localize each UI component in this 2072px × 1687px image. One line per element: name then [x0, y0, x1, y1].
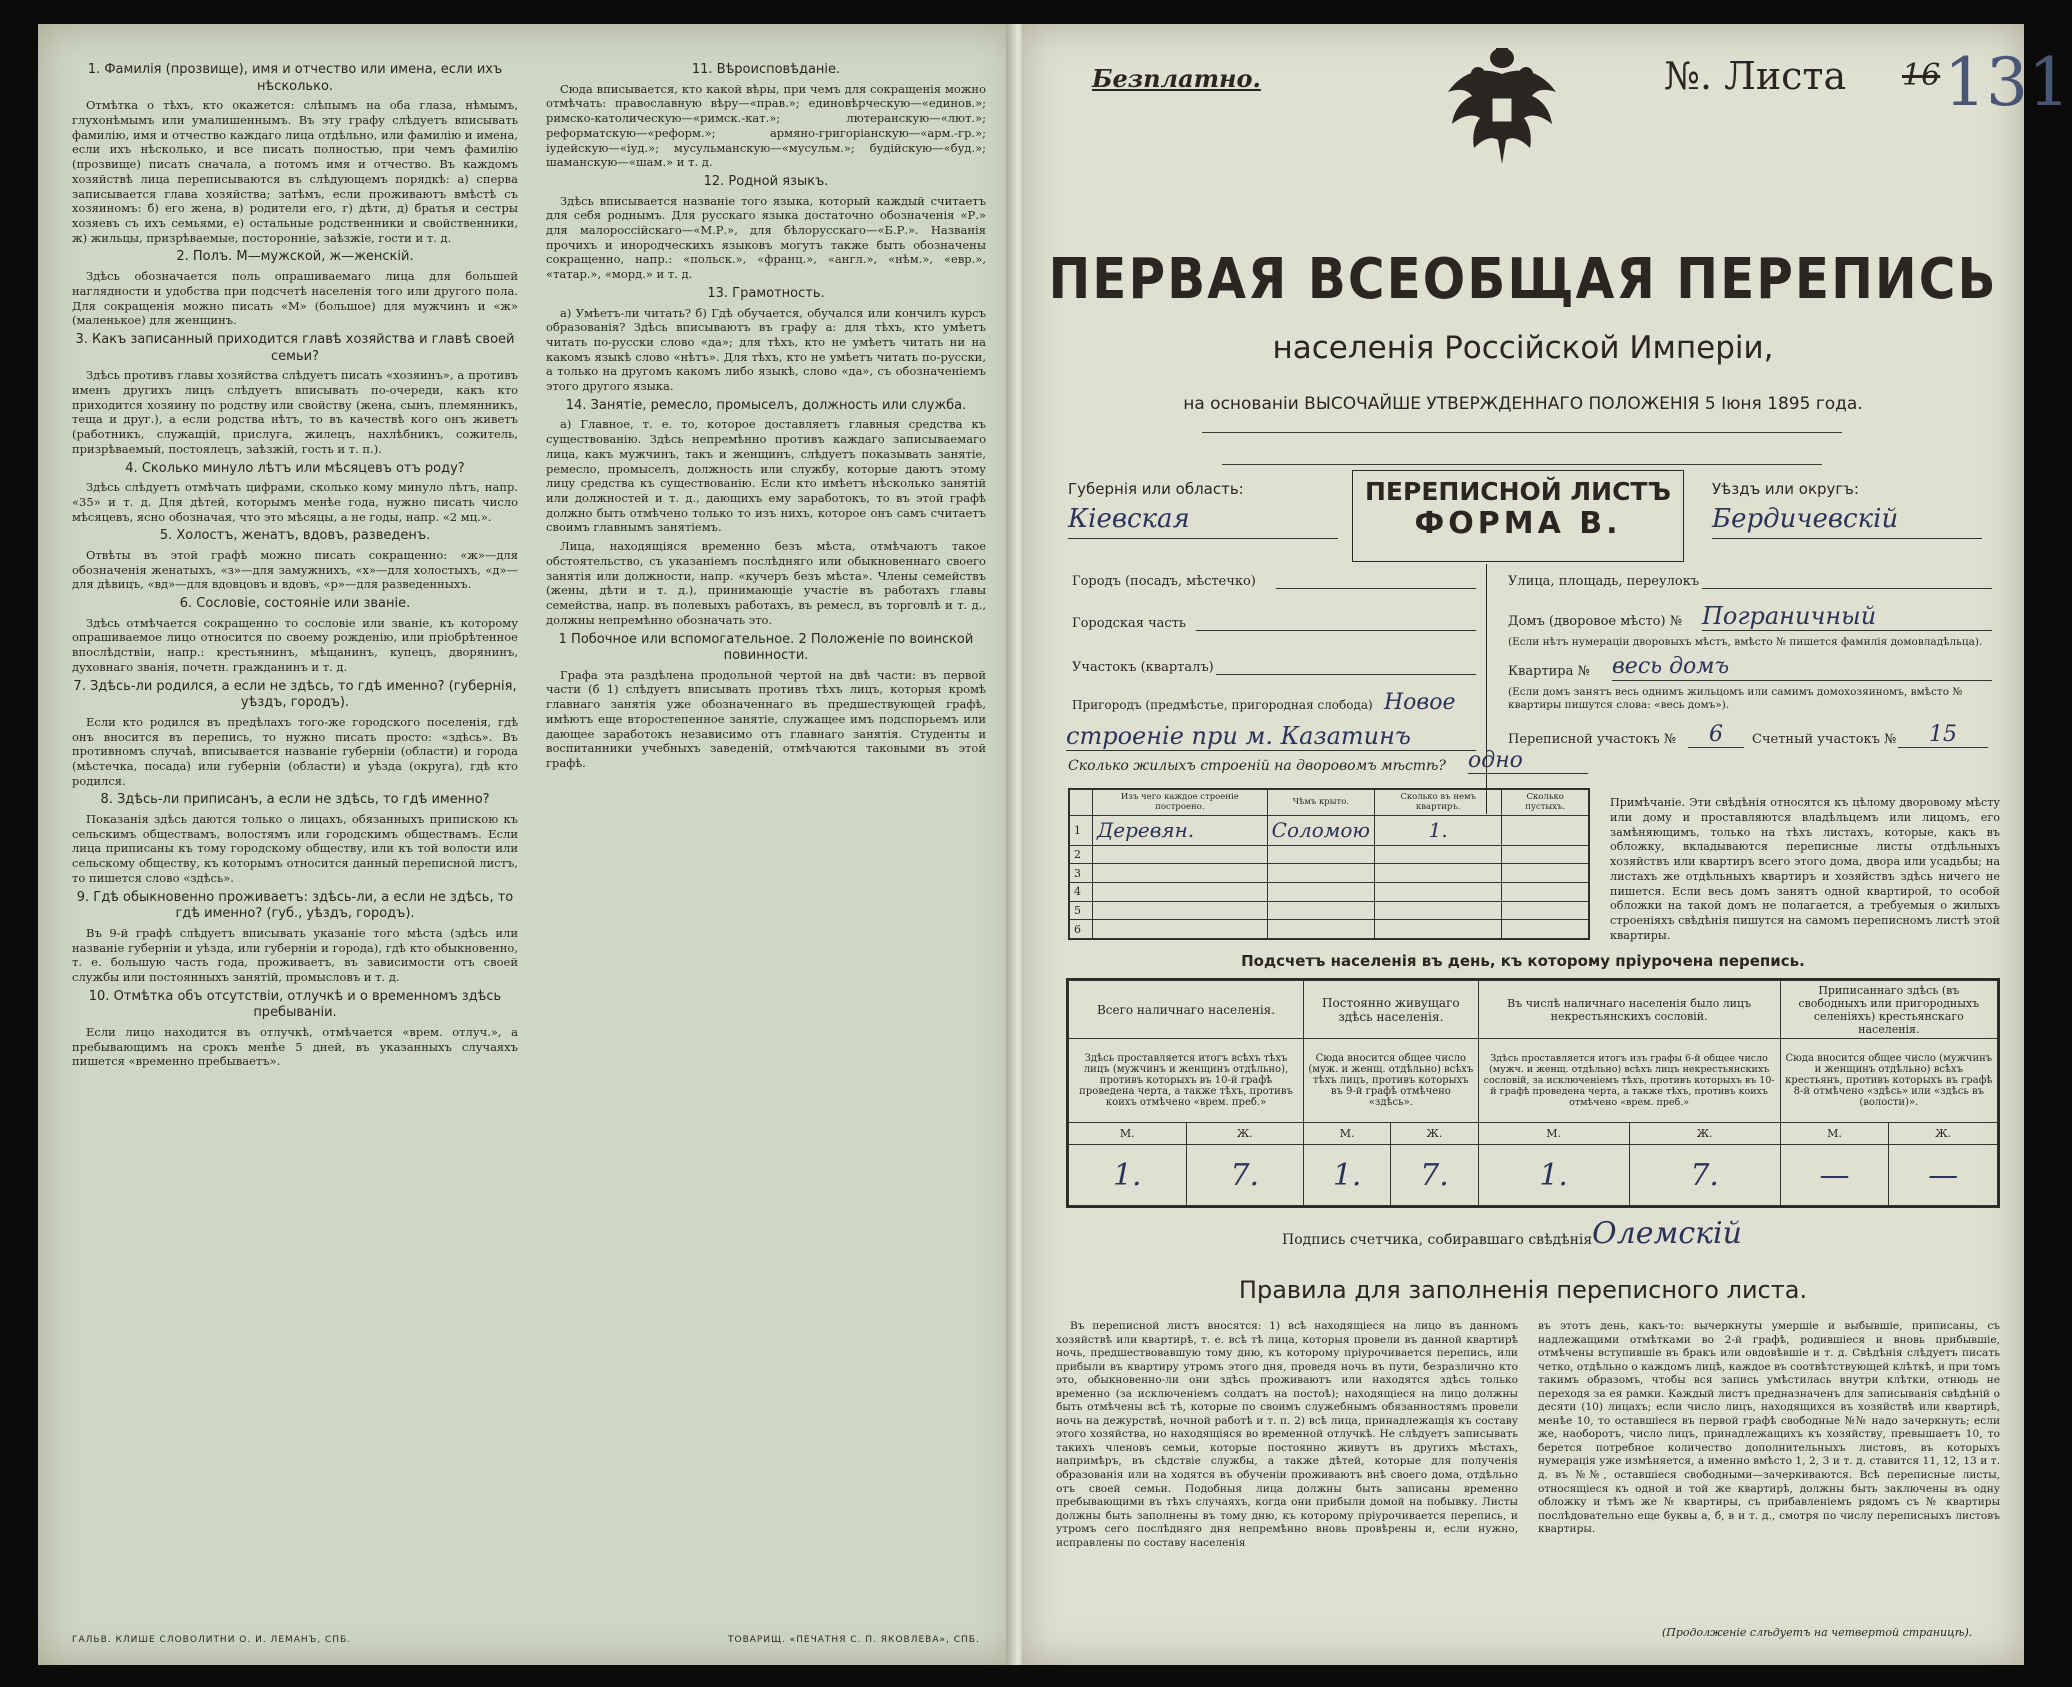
guberniya-label: Губернія или область: — [1068, 480, 1244, 498]
instruction-text: Отвѣты въ этой графѣ можно писать сокращенно: «ж»—для обозначенія женатыхъ, «з»—для замужнихъ, «х»—для холостыхъ, «д»—для дѣвицъ, «вд»—для вдовцовъ и вдовъ, «р»—для разведенныхъ. — [72, 547, 518, 592]
row-number: 3 — [1070, 864, 1093, 883]
table-row — [1070, 901, 1589, 920]
table-cell[interactable] — [1093, 883, 1268, 902]
suburb-field[interactable]: строеніе при м. Казатинъ — [1066, 722, 1476, 751]
summary-value[interactable]: 1. — [1478, 1145, 1629, 1206]
instruction-heading: 3. Какъ записанный приходится главѣ хозяйства и главѣ своей семьи? — [75, 331, 515, 364]
house-label: Домъ (дворовое мѣсто) № — [1508, 614, 1683, 629]
table-cell[interactable] — [1093, 864, 1268, 883]
sex-header: М. — [1304, 1123, 1391, 1145]
city-field[interactable] — [1276, 588, 1476, 589]
table-cell[interactable] — [1375, 920, 1502, 939]
right-page-census-form — [1022, 24, 2070, 1665]
title-rule-2 — [1222, 464, 1822, 465]
precinct-label: Переписной участокъ № — [1508, 732, 1677, 747]
rules-continued: (Продолженіе слѣдуетъ на четвертой страницѣ). — [1662, 1626, 1973, 1639]
district-field[interactable] — [1216, 674, 1476, 675]
buildings-note: Примѣчаніе. Эти свѣдѣнія относятся къ цѣлому дворовому мѣсту или дому и проставляются владѣльцемъ или лицомъ, его замѣняющимъ, только на тѣхъ листахъ, которые, какъ въ обложку, вкладываются переписные листы отдѣльныхъ хозяйствъ или квартиръ всего этого дома, двора или усадьбы; на листахъ же отдѣльныхъ квартиръ и хозяйствъ здѣсь ничего не пишется. Если весь домъ занятъ одной квартирой, то особой обложки на такой домъ не полагается, а требуемыя о жилыхъ строеніяхъ свѣдѣнія пишутся на самомъ переписномъ листѣ этой квартиры. — [1610, 796, 2000, 943]
street-label: Улица, площадь, переулокъ — [1508, 574, 1700, 589]
summary-header-permanent: Постоянно живущаго здѣсь населенія. — [1304, 981, 1479, 1039]
buildings-table-wrap — [1068, 788, 1590, 940]
address-block-left — [1066, 564, 1487, 814]
table-cell[interactable] — [1502, 864, 1589, 883]
row-number: 2 — [1070, 845, 1093, 864]
buildings-header-empty: Сколько пустыхъ. — [1502, 790, 1589, 816]
summary-note-non-peasant: Здѣсь проставляется итогъ изъ графы 6-й общее число (мужч. и женщ. отдѣльно) всѣхъ лицъ некрестьянскихъ сословій, за исключеніемъ тѣхъ, противъ которыхъ въ 10-й графѣ проведена черта, а также тѣхъ, противъ коихъ отмѣчено «врем. преб.» — [1478, 1039, 1780, 1123]
uezd-field[interactable]: Бердичевскій — [1712, 504, 1982, 539]
buildings-table — [1069, 789, 1589, 939]
table-row — [1070, 845, 1589, 864]
imprint-left: ГАЛЬВ. КЛИШЕ СЛОВОЛИТНИ О. И. ЛЕМАНЪ, СПБ. — [72, 1635, 352, 1645]
table-cell[interactable] — [1267, 845, 1374, 864]
buildings-header-apartments: Сколько въ немъ квартиръ. — [1375, 790, 1502, 816]
summary-note-registered: Сюда вносится общее число (мужчинъ и женщинъ отдѣльно) всѣхъ крестьянъ, противъ которыхъ въ графѣ 8-й отмѣчено «здѣсь» или «здѣсь въ (волости)». — [1780, 1039, 1997, 1123]
buildings-header-roof: Чѣмъ крыто. — [1267, 790, 1374, 816]
table-cell[interactable] — [1267, 864, 1374, 883]
instruction-text: Показанія здѣсь даются только о лицахъ, обязанныхъ припискою къ сельскимъ обществамъ, волостямъ или городскимъ обществамъ. Если лица приписаны къ тому городскому обществу, или къ той волости или сельскому обществу, къ которымъ относится данный переписной листъ, то пишется слово «здѣсь». — [72, 812, 518, 885]
archive-pencil-number: 131 — [1944, 44, 2070, 121]
instruction-heading: 14. Занятіе, ремесло, промыселъ, должность или служба. — [565, 397, 967, 413]
summary-value[interactable]: — — [1889, 1145, 1998, 1206]
summary-header-present: Всего наличнаго населенія. — [1069, 981, 1304, 1039]
double-headed-eagle-emblem — [1442, 44, 1562, 174]
row-number-header — [1070, 790, 1093, 816]
guberniya-field[interactable]: Кіевская — [1068, 504, 1338, 539]
title-rule — [1202, 432, 1842, 433]
summary-note-present: Здѣсь проставляется итогъ всѣхъ тѣхъ лицъ (мужчинъ и женщинъ отдѣльно), противъ которыхъ въ 10-й графѣ проведена черта, а также тѣхъ, противъ коихъ отмѣчено «врем. преб.» — [1069, 1039, 1304, 1123]
instruction-heading: 1. Фамилія (прозвище), имя и отчество или имена, если ихъ нѣсколько. — [87, 62, 503, 94]
table-cell[interactable] — [1267, 920, 1374, 939]
signature-value: Олемскій — [1592, 1216, 1742, 1251]
table-cell[interactable]: 1. — [1375, 815, 1502, 845]
buildings-field[interactable]: одно — [1468, 748, 1588, 774]
rules-title: Правила для заполненія переписного листа. — [1238, 1276, 1808, 1304]
form-letter: ФОРМА В. — [1414, 506, 1622, 541]
house-note: (Если нѣтъ нумераціи дворовыхъ мѣстъ, вмѣсто № пишется фамилія домовладѣльца). — [1508, 636, 1983, 648]
table-cell[interactable] — [1502, 901, 1589, 920]
summary-table — [1068, 980, 1998, 1206]
instruction-text: Здѣсь отмѣчается сокращенно то сословіе или званіе, къ которому опрашиваемое лицо относится по своему рожденію, или пріобрѣтенное впослѣдствіи, напр.: крестьянинъ, мѣщанинъ, купецъ, дворянинъ, духовнаго званія, почетн. гражданинъ и т. д. — [72, 615, 518, 674]
imprint-right: ТОВАРИЩ. «ПЕЧАТНЯ С. П. ЯКОВЛЕВА», СПБ. — [728, 1635, 980, 1645]
instruction-heading: 10. Отмѣтка объ отсутствіи, отлучкѣ и о временномъ здѣсь пребываніи. — [88, 988, 502, 1021]
instruction-text: Графа эта раздѣлена продольной чертой на двѣ части: въ первой части (б 1) слѣдуетъ вписывать противъ тѣхъ лицъ, которыя кромѣ главнаго занятія уже обозначеннаго въ предшествующей графѣ, имѣютъ еще второстепенное занятіе, служащее имъ подспорьемъ или дающее заработокъ независимо отъ главнаго занятія. Студенты и воспитанники учебныхъ заведеній, отмѣчаются таковыми въ этой графѣ. — [546, 667, 986, 771]
house-field[interactable]: Пограничный — [1702, 602, 1992, 631]
instruction-heading: 8. Здѣсь-ли приписанъ, а если не здѣсь, то гдѣ именно? — [100, 792, 490, 808]
sex-header: Ж. — [1186, 1123, 1304, 1145]
city-label: Городъ (посадъ, мѣстечко) — [1072, 574, 1256, 589]
sex-header: М. — [1780, 1123, 1889, 1145]
street-field[interactable] — [1702, 588, 1992, 589]
rules-column-right: въ этотъ день, какъ-то: вычеркнуты умершіе и выбывшіе, приписаны, съ надлежащими отмѣтками во 2-й графѣ, родившіеся и вновь прибывшіе, отмѣчены вступившіе въ бракъ или овдовѣвшіе и т. д. Свѣдѣнія слѣдуетъ писать четко, отдѣльно о каждомъ лицѣ, каждое въ соотвѣтствующей клѣткѣ, и при томъ такимъ образомъ, чтобы вся запись умѣстилась внутри клѣтки, отнюдь не переходя за ея рамки. Каждый листъ предназначенъ для записыванія свѣдѣній о десяти (10) лицахъ; если число лицъ, находящихся въ хозяйствѣ или квартирѣ, менѣе 10, то оставшіеся въ первой графѣ свободные №№ надо зачеркнуть; если же, наоборотъ, число лицъ, принадлежащихъ къ хозяйству, превышаетъ 10, то берется потребное количество дополнительныхъ листовъ, въ которыхъ нумерація уже измѣняется, а именно вмѣсто 1, 2, 3 и т. д. ставится 11, 12, 13 и т. д. въ №№, оставшіеся свободными—зачеркиваются. Всѣ переписные листы, относящіеся къ одной и той же квартирѣ, должны быть заключены въ одну обложку и тѣмъ же № квартиры, съ прибавленіемъ рядомъ съ № квартиры послѣдовательно еще буквы а, б, в и т. д., смотря по числу переписныхъ листовъ квартиры. — [1538, 1320, 2000, 1536]
summary-note-permanent: Сюда вносится общее число (муж. и женщ. отдѣльно) всѣхъ тѣхъ лицъ, противъ которыхъ въ 9-й графѣ отмѣчено «здѣсь». — [1304, 1039, 1479, 1123]
sex-header: М. — [1069, 1123, 1187, 1145]
table-cell[interactable] — [1375, 864, 1502, 883]
table-cell[interactable] — [1267, 883, 1374, 902]
table-cell[interactable] — [1502, 883, 1589, 902]
sheet-number-label: №. Листа — [1664, 54, 1847, 98]
form-title: ПЕРЕПИСНОЙ ЛИСТЪ — [1365, 477, 1671, 506]
summary-table-wrap — [1066, 978, 2000, 1208]
summary-value[interactable]: 7. — [1629, 1145, 1780, 1206]
rules-column-left: Въ переписной листъ вносятся: 1) всѣ находящіеся на лицо въ данномъ хозяйствѣ или квартирѣ, т. е. всѣ тѣ лица, которыя провели въ данной квартирѣ ночь, предшествовавшую тому дню, къ которому пріурочивается перепись, или прибыли въ квартиру утромъ этого дня, проведя ночь въ пути, безразлично кто это, обыкновенно-ли они здѣсь проживаютъ или находятся здѣсь только временно (за исключеніемъ солдатъ на постоѣ); находящіеся на лицо должны быть отмѣчены всѣ тѣ, которые по своимъ служебнымъ обязанностямъ провели ночь на дежурствѣ, ночной работѣ и т. п. 2) всѣ лица, принадлежащія къ составу этого хозяйства, но находящіяся во временной отлучкѣ. Не слѣдуетъ записывать такихъ членовъ семьи, которые постоянно живутъ въ другихъ мѣстахъ, напримѣръ, въ сѣдствіе службы, а также дѣтей, которые для полученія образованія или на ходятся въ обученіи проживаютъ внѣ своего дома, отдѣльно отъ своей семьи. Подобныя лица должны быть записаны временно пребывающими въ тѣхъ случаяхъ, когда они прибыли домой на побывку. Листы должны быть заполнены въ тому дню, къ которому пріурочивается перепись, и утромъ сего послѣдняго дня непремѣнно вновь провѣрены и, если нужно, исправлены по составу населенія — [1056, 1320, 1518, 1549]
summary-header-registered: Приписаннаго здѣсь (въ свободныхъ или пригородныхъ селеніяхъ) крестьянскаго населенія. — [1780, 981, 1997, 1039]
city-part-field[interactable] — [1196, 630, 1476, 631]
row-number: 5 — [1070, 901, 1093, 920]
summary-title: Подсчетъ населенія въ день, къ которому пріурочена перепись. — [1241, 952, 1805, 970]
count-precinct-field[interactable]: 15 — [1898, 722, 1988, 748]
instruction-text: Здѣсь вписывается названіе того языка, который каждый считаетъ для себя роднымъ. Для русскаго языка достаточно обозначенія «Р.» для малороссійскаго—«М.Р.», для бѣлорусскаго—«Б.Р.». Названія прочихъ и инородческихъ языковъ могутъ также быть обозначены сокращенно, напр.: «польск.», «франц.», «англ.», «нѣм.», «евр.», «татар.», «морд.» и т. д. — [546, 193, 986, 282]
instructions-column-right — [546, 58, 986, 775]
table-cell[interactable] — [1093, 920, 1268, 939]
instruction-text: Отмѣтка о тѣхъ, кто окажется: слѣпымъ на оба глаза, нѣмымъ, глухонѣмымъ или умалишеннымъ. Въ эту графу слѣдуетъ вписывать фамилію, имя и отчество каждаго лица отдѣльно, или фамилію и имена, если ихъ нѣсколько, и все писать полностью, при чемъ фамилію (прозвище) писать сначала, а потомъ имя и отчество. Въ каждомъ хозяйствѣ лица переписываются въ слѣдующемъ порядкѣ: а) сперва записывается глава хозяйства; затѣмъ, если проживаютъ вмѣстѣ съ хозяиномъ: б) его жена, в) родители его, г) дѣти, д) братья и сестры хозяевъ съ ихъ семьями, е) остальные родственники и свойственники, ж) жильцы, призрѣваемые, посторонніе, заѣзжіе, гости и т. д. — [72, 98, 518, 245]
table-cell[interactable]: Деревян. — [1093, 815, 1268, 845]
instruction-text: Здѣсь противъ главы хозяйства слѣдуетъ писать «хозяинъ», а противъ именъ другихъ лицъ слѣдуетъ вписывать по-очереди, какъ кто приходится хозяину по родству или свойству (жена, сынъ, племянникъ, теща и друг.), а если родства нѣтъ, то въ качествѣ кого онъ живетъ (работникъ, служащій, прислуга, жилецъ, нахлѣбникъ, сожитель, призрѣваемый, постоялецъ, заѣзжій, гость и т. п.). — [72, 368, 518, 456]
row-number: 4 — [1070, 883, 1093, 902]
buildings-label: Сколько жилыхъ строеній на дворовомъ мѣстѣ? — [1068, 758, 1446, 774]
left-page-instructions — [38, 24, 1018, 1665]
suburb-value-1: Новое — [1384, 690, 1456, 715]
instruction-text: а) Главное, т. е. то, которое доставляетъ главныя средства къ существованію. Здѣсь непремѣнно противъ каждаго записываемаго лица, какъ мужчинъ, такъ и женщинъ, слѣдуетъ показывать занятіе, ремесло, промыселъ, должность или службу, которые даютъ этому лицу средства къ существованію. Если кто имѣетъ нѣсколько занятій или должностей и т. д., дающихъ ему заработокъ, то въ этой графѣ должно быть отмѣчено только то изъ нихъ, которое онъ самъ считаетъ своимъ главнымъ занятіемъ. — [546, 417, 986, 535]
precinct-field[interactable]: 6 — [1688, 722, 1744, 748]
instruction-heading: 9. Гдѣ обыкновенно проживаетъ: здѣсь-ли, а если не здѣсь, то гдѣ именно? (губ., уѣздъ, городъ). — [76, 889, 514, 922]
summary-value[interactable]: — — [1780, 1145, 1889, 1206]
table-row — [1070, 920, 1589, 939]
apartment-label: Квартира № — [1508, 664, 1590, 679]
apartment-note: (Если домъ занятъ весь однимъ жильцомъ или самимъ домохозяиномъ, вмѣсто № квартиры пишутся слова: «весь домъ»). — [1508, 686, 1963, 712]
table-cell[interactable] — [1375, 901, 1502, 920]
summary-value[interactable]: 7. — [1186, 1145, 1304, 1206]
table-cell[interactable] — [1093, 845, 1268, 864]
table-cell[interactable] — [1502, 845, 1589, 864]
summary-value[interactable]: 1. — [1069, 1145, 1187, 1206]
apartment-field[interactable]: весь домъ — [1612, 654, 1992, 681]
uezd-label: Уѣздъ или округъ: — [1712, 480, 1859, 498]
instruction-text: Въ 9-й графѣ слѣдуетъ вписывать указаніе того мѣста (здѣсь или названіе губерніи и уѣзда, или губерніи и города), гдѣ кто обыкновенно, т. е. большую часть года, проживаетъ, въ зависимости отъ своей службы или постоянныхъ занятій, промысловъ и т. д. — [72, 925, 518, 985]
instruction-heading: 12. Родной языкъ. — [703, 173, 829, 189]
instruction-heading: 13. Грамотность. — [707, 285, 825, 301]
sex-header: М. — [1478, 1123, 1629, 1145]
instruction-text: Сюда вписывается, кто какой вѣры, при чемъ для сокращенія можно отмѣчать: православную вѣру—«прав.»; единовѣрческую—«единов.»; римско-католическую—«римск.-кат.»; лютеранскую—«лют.»; реформатскую—«реформ.»; армяно-григоріанскую—«арм.-гр.»; іудейскую—«іуд.»; мусульманскую—«мусульм.»; будійскую—«буд.»; шаманскую—«шам.» и т. д. — [546, 81, 986, 170]
count-precinct-label: Счетный участокъ № — [1752, 732, 1897, 747]
district-label: Участокъ (кварталъ) — [1072, 660, 1214, 675]
table-cell[interactable] — [1093, 901, 1268, 920]
instruction-text: Здѣсь слѣдуетъ отмѣчать цифрами, сколько кому минуло лѣтъ, напр. «35» и т. д. Для дѣтей, которымъ менѣе года, нужно писать число мѣсяцевъ, ясно обозначая, что это мѣсяцы, а не годы, напр. «2 мц.». — [72, 480, 518, 524]
instructions-column-left — [72, 58, 518, 1073]
sex-header: Ж. — [1391, 1123, 1478, 1145]
table-cell[interactable] — [1502, 815, 1589, 845]
instruction-heading: 6. Сословіе, состояніе или званіе. — [179, 596, 411, 612]
table-cell[interactable] — [1502, 920, 1589, 939]
instruction-heading: 7. Здѣсь-ли родился, а если не здѣсь, то гдѣ именно? (губернія, уѣздъ, городъ). — [73, 678, 517, 711]
instruction-heading: 1 Побочное или вспомогательное. 2 Положеніе по воинской повинности. — [558, 631, 974, 664]
table-cell[interactable] — [1375, 883, 1502, 902]
instruction-heading: 11. Вѣроисповѣданіе. — [691, 62, 841, 77]
instruction-text: Если лицо находится въ отлучкѣ, отмѣчается «врем. отлуч.», а пребывающимъ на срокъ менѣе 5 дней, въ указанныхъ случаяхъ пишется «временно пребываетъ». — [72, 1025, 518, 1069]
instruction-heading: 5. Холостъ, женатъ, вдовъ, разведенъ. — [159, 528, 431, 544]
census-title: ПЕРВАЯ ВСЕОБЩАЯ ПЕРЕПИСЬ — [1048, 246, 1998, 312]
table-row — [1070, 864, 1589, 883]
summary-value[interactable]: 1. — [1304, 1145, 1391, 1206]
suburb-label: Пригородъ (предмѣстье, пригородная слобода) — [1072, 698, 1373, 712]
instruction-heading: 2. Полъ. М—мужской, ж—женскій. — [176, 249, 414, 265]
buildings-header-material: Изъ чего каждое строеніе построено. — [1093, 790, 1268, 816]
census-subtitle: населенія Россійской Имперіи, — [1272, 330, 1774, 366]
table-row — [1070, 883, 1589, 902]
instruction-heading: 4. Сколько минуло лѣтъ или мѣсяцевъ отъ роду? — [125, 460, 465, 476]
row-number: 1 — [1070, 815, 1093, 845]
table-cell[interactable]: Соломою — [1267, 815, 1374, 845]
table-row — [1070, 815, 1589, 845]
form-title-box — [1352, 470, 1684, 562]
table-cell[interactable] — [1267, 901, 1374, 920]
sheet-number-value: 16 — [1902, 58, 1941, 93]
sex-header: Ж. — [1889, 1123, 1998, 1145]
instruction-text: Здѣсь обозначается поль опрашиваемаго лица для большей наглядности и удобства при подсчетѣ населенія того или другого пола. Для сокращенія можно писать «М» (большое) для мужчинъ и «ж» (маленькое) для женщинъ. — [72, 269, 518, 328]
summary-value[interactable]: 7. — [1391, 1145, 1478, 1206]
sex-header: Ж. — [1629, 1123, 1780, 1145]
signature-label: Подпись счетчика, собиравшаго свѣдѣнія — [1282, 1232, 1593, 1248]
instruction-text: Если кто родился въ предѣлахъ того-же городского поселенія, гдѣ онъ вносится въ перепись, то нужно писать просто: «здѣсь». Въ противномъ случаѣ, вписывается названіе губерніи (области) и города (мѣстечка, посада) или губерніи (области) и уѣзда (округа), гдѣ кто родился. — [72, 714, 518, 788]
table-cell[interactable] — [1375, 845, 1502, 864]
summary-header-non-peasant: Въ числѣ наличнаго населенія было лицъ некрестьянскихъ сословій. — [1478, 981, 1780, 1039]
instruction-text: Лица, находящіяся временно безъ мѣста, отмѣчаютъ такое обстоятельство, съ указаніемъ послѣдняго или обыкновеннаго своего занятія или должности, напр. «кучеръ безъ мѣста». Члены семействъ (жены, дѣти и т. д.), принимающіе участіе въ работахъ главы семейства, напр. въ полевыхъ работахъ, въ ремесл, въ торговлѣ и т. д., должны непремѣнно обозначать это. — [546, 539, 986, 627]
row-number: 6 — [1070, 920, 1093, 939]
city-part-label: Городская часть — [1072, 616, 1186, 631]
free-label: Безплатно. — [1092, 64, 1261, 93]
instruction-text: а) Умѣетъ-ли читать? б) Гдѣ обучается, обучался или кончилъ курсъ образованія? Здѣсь вписываютъ въ графу а: для тѣхъ, кто умѣетъ читать по-русски слово «да»; для тѣхъ, кто не умѣетъ читать ни на какомъ языкѣ слово «нѣтъ». Для тѣхъ, кто не умѣетъ читать по-русски, а только на другомъ какомъ либо языкѣ, слово «да», съ обозначеніемъ этого другого языка. — [546, 305, 986, 394]
census-legal-basis: на основаніи ВЫСОЧАЙШЕ УТВЕРЖДЕННАГО ПОЛОЖЕНІЯ 5 Іюня 1895 года. — [1183, 394, 1863, 414]
